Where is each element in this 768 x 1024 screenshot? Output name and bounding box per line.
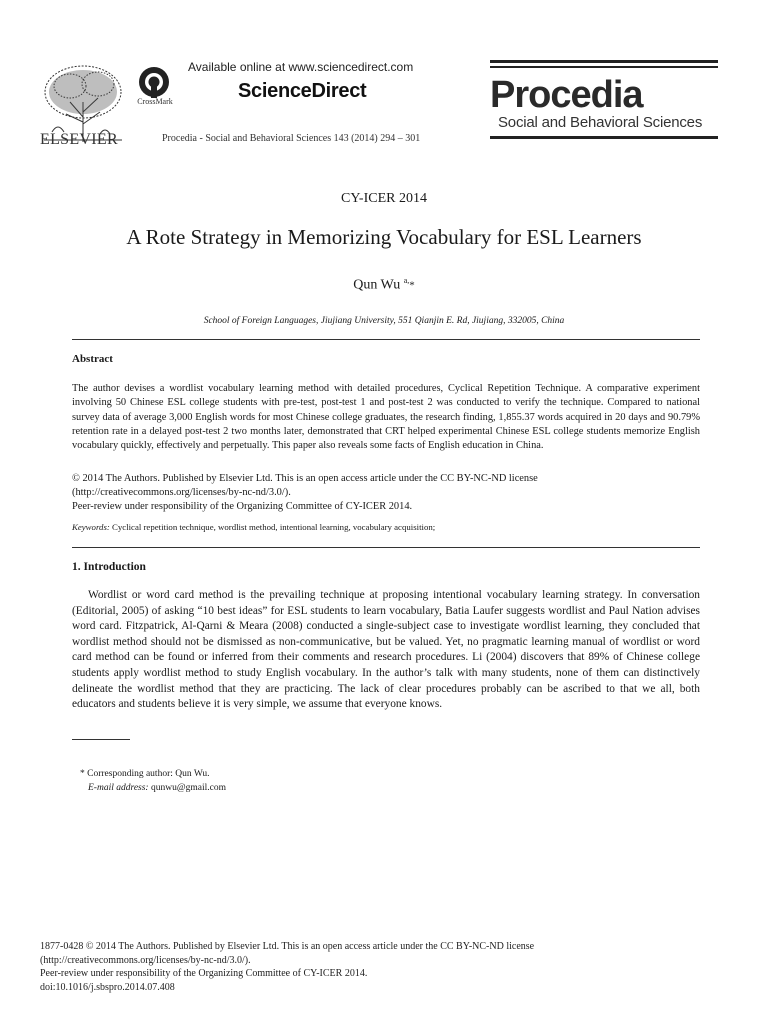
keywords-list: Cyclical repetition technique, wordlist method, intentional learning, vocabulary acquisition;	[109, 522, 436, 532]
author-line	[0, 276, 768, 294]
corresponding-author-note: * Corresponding author: Qun Wu.	[80, 769, 210, 779]
conference-name: CY-ICER 2014	[341, 191, 427, 206]
procedia-masthead	[490, 60, 718, 140]
sciencedirect-logo-text[interactable]: ScienceDirect	[238, 80, 367, 102]
introduction-paragraph: Wordlist or word card method is the prevailing technique at proposing intentional vocabulary learning strategy. In conversation (Editorial, 2005) of asking “10 best ideas” for ESL students to learn vocabulary, Batia Laufer suggests wordlist and Paul Nation advises word card. Fitzpatrick, Al-Qarni & Meara (2008) conducted a single-subject case to investigate wordlist learning, they concluded that wordlist method should not be dismissed as non-communicative, but be valued. Yet, no pragmatic learning manual of wordlist or word card method can be found or inferred from their comments and research procedures. Li (2004) discovers that 89% of Chinese college students apply wordlist method to study English vocabulary. In the author’s talk with many students, none of them can distinctively delineate the wordlist method that they are practicing. The lack of clear procedures probably can be ascribed to that we all, both educators and students believe it is very simple, we assume that everyone knows.	[72, 589, 700, 711]
copyright-line: © 2014 The Authors. Published by Elsevier Ltd. This is an open access article under the CC BY-NC-ND license	[72, 473, 538, 484]
journal-reference: Procedia - Social and Behavioral Sciences 143 (2014) 294 – 301	[162, 133, 421, 144]
masthead-rule-top	[490, 60, 718, 63]
peer-review-line: Peer-review under responsibility of the Organizing Committee of CY-ICER 2014.	[72, 501, 413, 512]
abstract-top-rule	[72, 339, 700, 340]
footer-issn-line: 1877-0428 © 2014 The Authors. Published by Elsevier Ltd. This is an open access article under the CC BY-NC-ND license	[40, 941, 535, 952]
procedia-series: Social and Behavioral Sciences	[498, 114, 703, 131]
abstract-bottom-rule	[72, 547, 700, 548]
footer-license-link[interactable]: (http://creativecommons.org/licenses/by-nc-nd/3.0/).	[40, 954, 251, 966]
abstract-heading: Abstract	[72, 353, 113, 365]
crossmark-label: CrossMark	[137, 97, 173, 106]
keywords	[72, 522, 700, 532]
copyright-notice	[72, 472, 700, 514]
email-address[interactable]: qunwu@gmail.com	[148, 783, 226, 793]
license-link[interactable]: (http://creativecommons.org/licenses/by-nc-nd/3.0/).	[72, 487, 291, 498]
author-name: Qun Wu	[353, 277, 401, 293]
author-affiliation-mark: a,	[403, 276, 410, 285]
section-heading-introduction: 1. Introduction	[72, 561, 146, 573]
page-footer	[40, 940, 720, 994]
affiliation: School of Foreign Languages, Jiujiang University, 551 Qianjin E. Rd, Jiujiang, 332005, China	[203, 316, 565, 326]
masthead-rule-top-thin	[490, 66, 718, 68]
footnote-rule	[72, 739, 130, 740]
footer-doi[interactable]: doi:10.1016/j.sbspro.2014.07.408	[40, 981, 175, 993]
available-online-link[interactable]: Available online at www.sciencedirect.com	[188, 60, 414, 74]
footer-peer-review: Peer-review under responsibility of the Organizing Committee of CY-ICER 2014.	[40, 968, 368, 979]
email-label: E-mail address:	[88, 783, 149, 793]
masthead-rule-bottom	[490, 136, 718, 139]
abstract-text: The author devises a wordlist vocabulary learning method with detailed procedures, Cyclical Repetition Technique. A comparative experiment involving 50 Chinese ESL college students with pre-test, post-test 1 and post-test 2 was conducted to verify the technique. Compared to national survey data of average 3,000 English words for most Chinese college graduates, the research finding, 1,855.37 words acquired in 20 days and 90.79% retention rate in a delayed post-test 2 two months later, demonstrated that CRT helped experimental Chinese ESL college students memorize English vocabulary quickly, effectively and perpetually. This paper also reveals some facts of English education in China.	[72, 383, 700, 452]
keywords-label: Keywords:	[72, 522, 110, 532]
paper-title: A Rote Strategy in Memorizing Vocabulary for ESL Learners	[126, 225, 642, 249]
email-note	[88, 783, 226, 793]
elsevier-wordmark: ELSEVIER	[40, 131, 118, 148]
procedia-title: Procedia	[490, 74, 643, 116]
corresponding-star: *	[409, 279, 415, 292]
